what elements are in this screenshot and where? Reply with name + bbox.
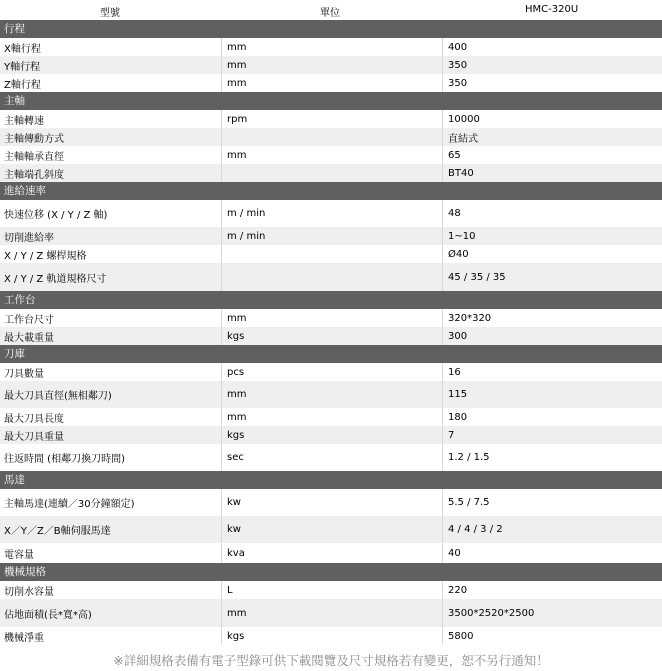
spec-value: 350 — [442, 74, 662, 92]
spec-value: 300 — [442, 327, 662, 345]
spec-name: Z軸行程 — [4, 79, 41, 91]
spec-name: 主軸轉速 — [4, 115, 44, 127]
spec-unit: kgs — [221, 426, 442, 444]
table-row — [0, 426, 662, 444]
spec-value: Ø40 — [442, 245, 662, 263]
spec-name: 工作台尺寸 — [4, 314, 54, 326]
spec-name: X／Y／Z／B軸伺服馬達 — [4, 526, 111, 537]
spec-name: 最大刀具長度 — [4, 413, 64, 425]
spec-value: 直結式 — [442, 128, 662, 146]
spec-name: 往返時間 (相鄰刀換刀時間) — [4, 454, 125, 465]
spec-unit — [221, 263, 442, 291]
spec-unit: mm — [221, 599, 442, 627]
spec-name: 最大刀具重量 — [4, 431, 64, 443]
spec-name: 主軸傳動方式 — [4, 133, 64, 145]
spec-value: 16 — [442, 363, 662, 381]
table-row — [0, 627, 662, 645]
spec-value: 48 — [442, 200, 662, 227]
spec-unit: mm — [221, 381, 442, 408]
spec-value: 40 — [442, 543, 662, 563]
table-row — [0, 38, 662, 56]
table-row — [0, 581, 662, 599]
table-row — [0, 408, 662, 426]
spec-value: 65 — [442, 146, 662, 164]
spec-value: 400 — [442, 38, 662, 56]
table-row — [0, 245, 662, 263]
section-header: 主軸 — [0, 92, 662, 110]
spec-unit — [221, 245, 442, 263]
table-header — [0, 0, 662, 20]
section-header: 馬達 — [0, 471, 662, 489]
spec-value: 45 / 35 / 35 — [442, 263, 662, 291]
table-row — [0, 146, 662, 164]
spec-value: 7 — [442, 426, 662, 444]
spec-unit: kva — [221, 543, 442, 563]
spec-value: 3500*2520*2500 — [442, 599, 662, 627]
table-row — [0, 489, 662, 516]
table-row — [0, 128, 662, 146]
table-row — [0, 444, 662, 471]
spec-unit: m / min — [221, 200, 442, 227]
spec-name: 機械淨重 — [4, 632, 44, 644]
spec-unit — [221, 128, 442, 146]
header-model: 型號 — [100, 8, 120, 19]
spec-name: X軸行程 — [4, 43, 41, 55]
spec-value: 5.5 / 7.5 — [442, 489, 662, 516]
spec-name: 主軸馬達(連續／30分鐘額定) — [4, 499, 135, 510]
spec-unit: kw — [221, 489, 442, 516]
spec-name: 主軸軸承直徑 — [4, 151, 64, 163]
spec-value: 1.2 / 1.5 — [442, 444, 662, 471]
section-header: 行程 — [0, 20, 662, 38]
header-unit: 單位 — [320, 8, 340, 19]
spec-unit — [221, 164, 442, 182]
spec-unit: kgs — [221, 327, 442, 345]
table-row — [0, 263, 662, 291]
section-header: 進給速率 — [0, 182, 662, 200]
spec-name: 最大刀具直徑(無相鄰刀) — [4, 391, 112, 402]
spec-value: 1~10 — [442, 227, 662, 245]
spec-value: 4 / 4 / 3 / 2 — [442, 516, 662, 543]
table-row — [0, 363, 662, 381]
spec-unit: mm — [221, 38, 442, 56]
table-row — [0, 327, 662, 345]
footnote: ※詳細規格表備有電子型錄可供下載閱覽及尺寸規格若有變更，恕不另行通知！ — [113, 653, 549, 668]
spec-unit: pcs — [221, 363, 442, 381]
table-row — [0, 74, 662, 92]
spec-unit: rpm — [221, 110, 442, 128]
spec-unit: L — [221, 581, 442, 599]
table-row — [0, 56, 662, 74]
spec-unit: mm — [221, 146, 442, 164]
spec-name: 電容量 — [4, 549, 34, 561]
spec-name: 刀具數量 — [4, 368, 44, 380]
spec-value: 115 — [442, 381, 662, 408]
spec-value: 350 — [442, 56, 662, 74]
spec-unit: mm — [221, 74, 442, 92]
header-value: HMC-320U — [525, 4, 579, 15]
spec-name: 切削水容量 — [4, 586, 54, 598]
section-header: 工作台 — [0, 291, 662, 309]
table-row — [0, 200, 662, 227]
spec-value: 180 — [442, 408, 662, 426]
spec-value: 320*320 — [442, 309, 662, 327]
section-header: 機械規格 — [0, 563, 662, 581]
spec-value: 10000 — [442, 110, 662, 128]
table-row — [0, 599, 662, 627]
table-row — [0, 164, 662, 182]
spec-name: X / Y / Z 軌道規格尺寸 — [4, 273, 107, 285]
spec-value: 220 — [442, 581, 662, 599]
spec-name: 主軸端孔斜度 — [4, 169, 64, 181]
spec-name: 切削進給率 — [4, 232, 54, 244]
spec-name: X / Y / Z 螺桿規格 — [4, 250, 87, 262]
spec-unit: mm — [221, 309, 442, 327]
spec-unit: kgs — [221, 627, 442, 645]
section-header: 刀庫 — [0, 345, 662, 363]
spec-name: Y軸行程 — [4, 61, 41, 73]
spec-name: 快速位移 (X / Y / Z 軸) — [4, 210, 108, 221]
spec-name: 最大載重量 — [4, 332, 54, 344]
table-row — [0, 516, 662, 543]
table-row — [0, 381, 662, 408]
spec-unit: m / min — [221, 227, 442, 245]
table-row — [0, 543, 662, 563]
table-row — [0, 227, 662, 245]
spec-unit: mm — [221, 408, 442, 426]
spec-name: 佔地面積(長*寬*高) — [4, 609, 92, 621]
spec-value: BT40 — [442, 164, 662, 182]
spec-unit: sec — [221, 444, 442, 471]
spec-value: 5800 — [442, 627, 662, 645]
spec-unit: kw — [221, 516, 442, 543]
table-row — [0, 309, 662, 327]
table-row — [0, 110, 662, 128]
spec-unit: mm — [221, 56, 442, 74]
